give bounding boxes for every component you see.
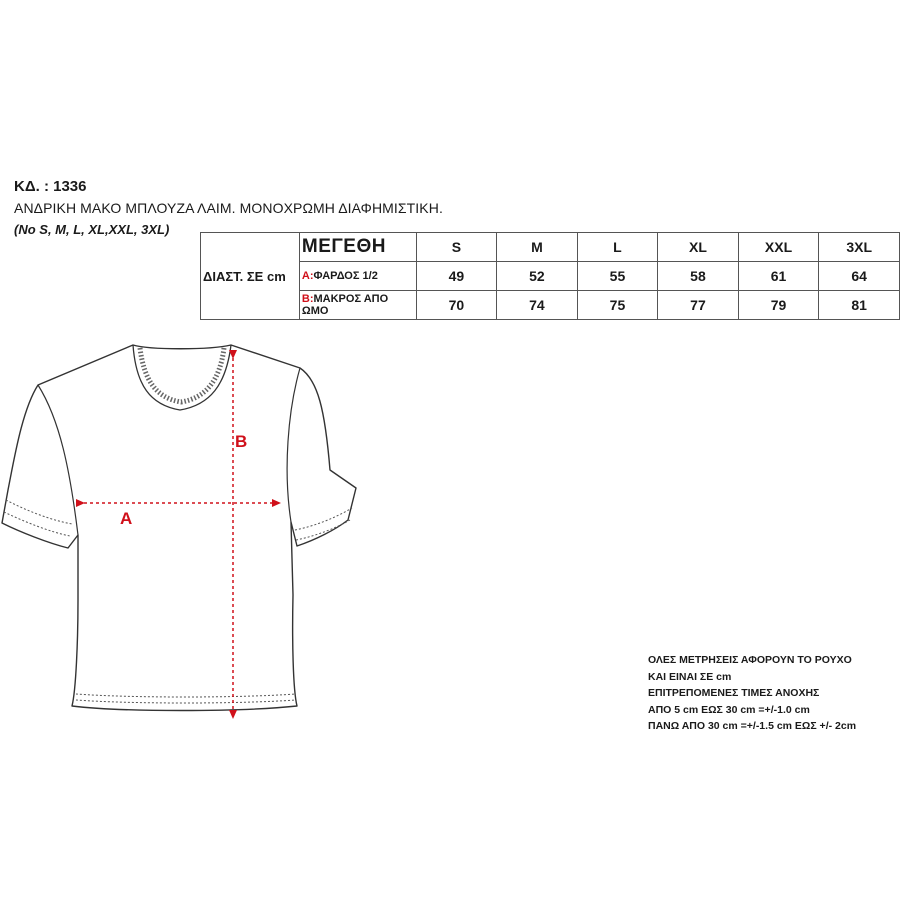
note-line: ΕΠΙΤΡΕΠΟΜΕΝΕΣ ΤΙΜΕΣ ΑΝΟΧΗΣ <box>648 687 820 699</box>
tolerance-notes <box>648 652 856 735</box>
table-cell: 58 <box>658 262 739 291</box>
product-title: ΑΝΔΡΙΚΗ ΜΑΚΟ ΜΠΛΟΥΖΑ ΛΑΙΜ. ΜΟΝΟΧΡΩΜΗ ΔΙΑΦΗΜΙΣΤΙΚΗ. <box>14 200 443 216</box>
marker-b-label: B <box>235 432 248 451</box>
table-cell: 81 <box>819 291 900 320</box>
row-label-text: ΜΑΚΡΟΣ ΑΠΟ ΩΜΟ <box>301 293 389 317</box>
table-cell: 75 <box>577 291 658 320</box>
unit-label: ΔΙΑΣΤ. ΣΕ cm <box>201 233 300 320</box>
size-header-cell: 3XL <box>819 233 900 262</box>
note-line: ΟΛΕΣ ΜΕΤΡΗΣΕΙΣ ΑΦΟΡΟΥΝ ΤΟ ΡΟΥΧΟ <box>648 654 852 666</box>
row-label-width <box>299 262 416 291</box>
product-code: ΚΔ. : 1336 <box>14 178 87 195</box>
table-cell: 77 <box>658 291 739 320</box>
size-header-cell: S <box>416 233 497 262</box>
table-cell: 70 <box>416 291 497 320</box>
row-marker: A: <box>301 270 314 282</box>
marker-a-label: A <box>120 509 133 528</box>
size-header-cell: XXL <box>738 233 819 262</box>
table-row <box>201 291 900 320</box>
size-header-cell: XL <box>658 233 739 262</box>
table-row <box>201 262 900 291</box>
note-line: ΠΑΝΩ ΑΠΟ 30 cm =+/-1.5 cm ΕΩΣ +/- 2cm <box>648 720 857 732</box>
size-table <box>200 232 900 320</box>
row-marker: B: <box>301 293 314 305</box>
note-line: ΚΑΙ ΕΙΝΑΙ ΣΕ cm <box>648 670 732 683</box>
size-header-cell: M <box>497 233 578 262</box>
tshirt-diagram <box>0 330 380 730</box>
row-label-length <box>299 291 416 320</box>
note-line: ΑΠΟ 5 cm ΕΩΣ 30 cm =+/-1.0 cm <box>648 703 810 716</box>
table-cell: 79 <box>738 291 819 320</box>
table-cell: 64 <box>819 262 900 291</box>
row-label-text: ΦΑΡΔΟΣ 1/2 <box>313 270 378 282</box>
table-cell: 74 <box>497 291 578 320</box>
table-cell: 61 <box>738 262 819 291</box>
size-header-cell: L <box>577 233 658 262</box>
table-cell: 49 <box>416 262 497 291</box>
table-cell: 52 <box>497 262 578 291</box>
table-cell: 55 <box>577 262 658 291</box>
sizes-header: ΜΕΓΕΘΗ <box>299 233 416 262</box>
available-sizes: (No S, M, L, XL,XXL, 3XL) <box>14 222 170 237</box>
